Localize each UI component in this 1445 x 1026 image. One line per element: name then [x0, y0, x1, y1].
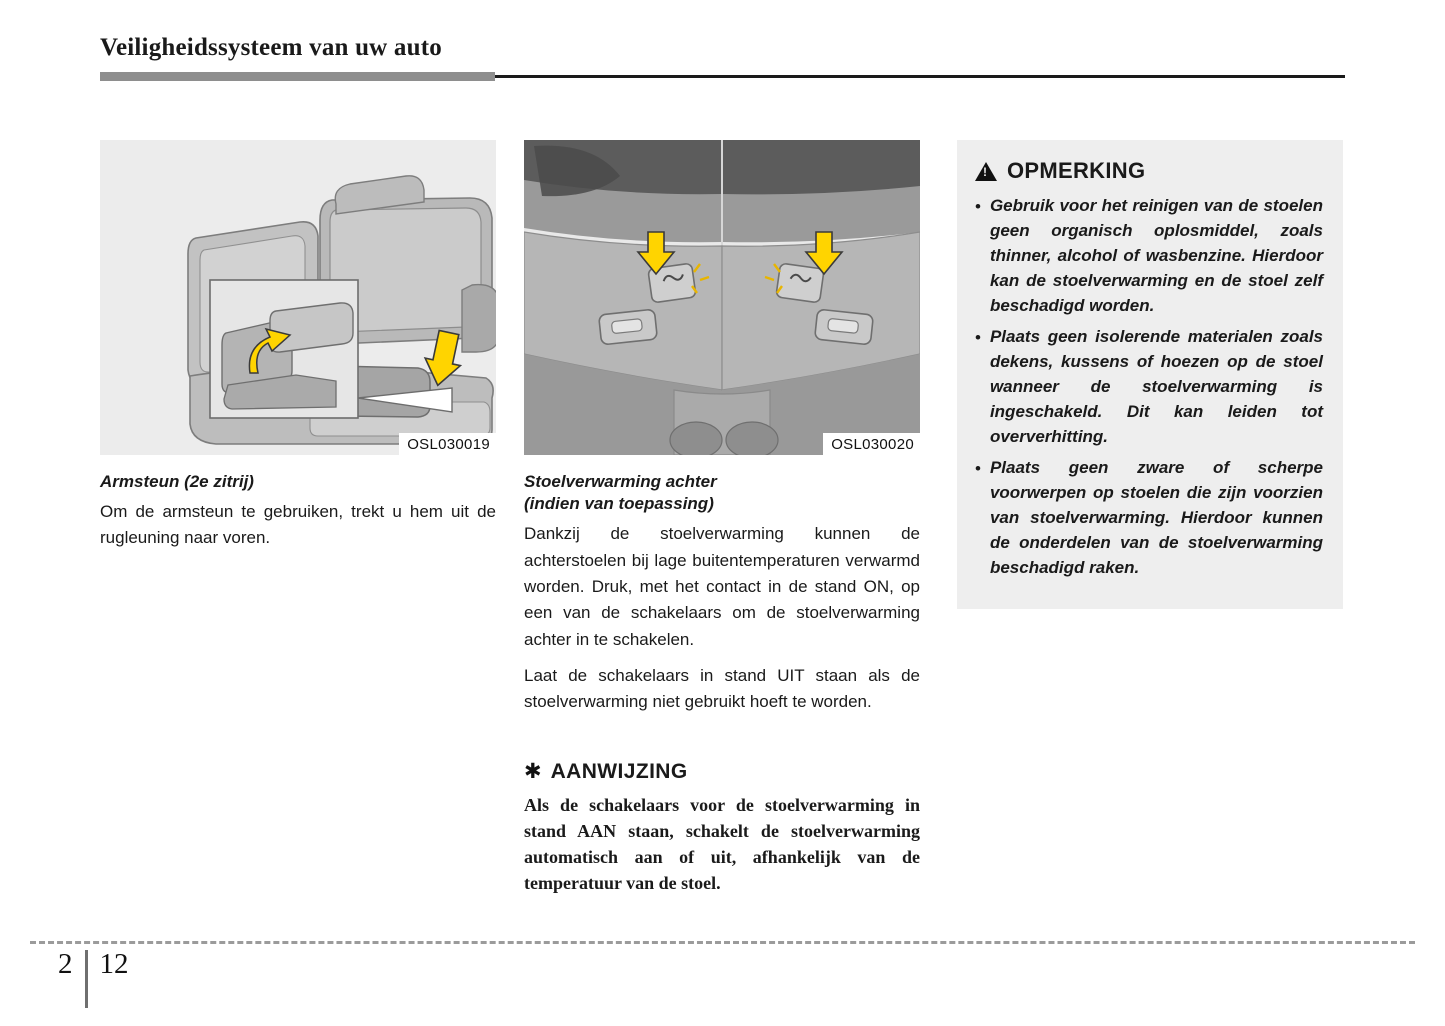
seatheater-paragraph-1: Dankzij de stoelverwarming kunnen de achterstoelen bij lage buitentemperaturen verwarmd worden. Druk, met het contact in de stand ON, op een van de schakelaars om de stoelverwarming achter in te schakelen. [524, 524, 920, 649]
aanwijzing-heading [524, 760, 920, 784]
aanwijzing-label: AANWIJZING [550, 759, 688, 783]
opmerking-item-text: Plaats geen zware of scherpe voorwerpen op stoelen die zijn voorzien van stoelverwarming. Hierdoor kunnen de onderdelen van de stoelverwarming beschadigd raken. [989, 457, 1323, 577]
window-switch-left [599, 309, 658, 345]
page-header [100, 34, 1345, 66]
opmerking-heading [975, 158, 1323, 184]
window-switch-right [815, 309, 874, 345]
armrest-paragraph: Om de armsteun te gebruiken, trekt u hem uit de rugleuning naar voren. [100, 502, 496, 548]
footer-chapter-number: 2 [58, 948, 73, 980]
header-rule-line [495, 75, 1345, 78]
column-right [957, 140, 1345, 609]
footer-divider-rule [30, 941, 1415, 944]
opmerking-box [957, 140, 1343, 609]
footer-page-number: 12 [99, 948, 129, 980]
column-left [100, 140, 496, 552]
seatheater-title-line2: (indien van toepassing) [524, 494, 714, 514]
list-item [975, 456, 1323, 581]
seatheater-section-title [524, 471, 920, 515]
seat-heater-illustration [524, 140, 920, 455]
asterisk-icon: ✱ [524, 760, 542, 784]
opmerking-list [975, 194, 1323, 581]
armrest-section-title: Armsteun (2e zitrij) [100, 472, 254, 491]
opmerking-item-text: Plaats geen isolerende materialen zoals dekens, kussens of hoezen op de stoel wanneer de stoelverwarming is ingeschakeld. Dit kan leiden tot oververhitting. [989, 326, 1323, 446]
page-footer [58, 950, 129, 1010]
figure-armrest [100, 140, 496, 455]
list-item [975, 325, 1323, 450]
header-rule-accent [100, 72, 495, 81]
footer-vertical-rule [85, 950, 88, 1008]
figure-seat-heater [524, 140, 920, 455]
column-middle [524, 140, 920, 896]
bullet-icon: • [975, 458, 981, 478]
figure-id-armrest: OSL030019 [399, 433, 496, 455]
armrest-illustration [100, 140, 496, 455]
opmerking-item-text: Gebruik voor het reinigen van de stoelen geen organisch oplosmiddel, zoals thinner, alcohol of wasbenzine. Hierdoor kan de stoelverwarming en de stoel zelf beschadigd worden. [989, 196, 1323, 315]
bullet-icon: • [975, 327, 981, 347]
seat-heater-switch-right [776, 263, 824, 303]
warning-triangle-icon [975, 162, 997, 181]
page-title: Veiligheidssysteem van uw auto [100, 34, 442, 61]
seatheater-title-line1: Stoelverwarming achter [524, 472, 717, 491]
aanwijzing-body: Als de schakelaars voor de stoelverwarming in stand AAN staan, schakelt de stoelverwarming automatisch aan of uit, afhankelijk van de temperatuur van de stoel. [524, 794, 920, 893]
bullet-icon: • [975, 197, 981, 216]
list-item [975, 194, 1323, 319]
seatheater-paragraph-2: Laat de schakelaars in stand UIT staan als de stoelverwarming niet gebruikt hoeft te worden. [524, 665, 920, 712]
figure-id-seat-heater: OSL030020 [823, 433, 920, 455]
opmerking-label: OPMERKING [1007, 158, 1146, 183]
